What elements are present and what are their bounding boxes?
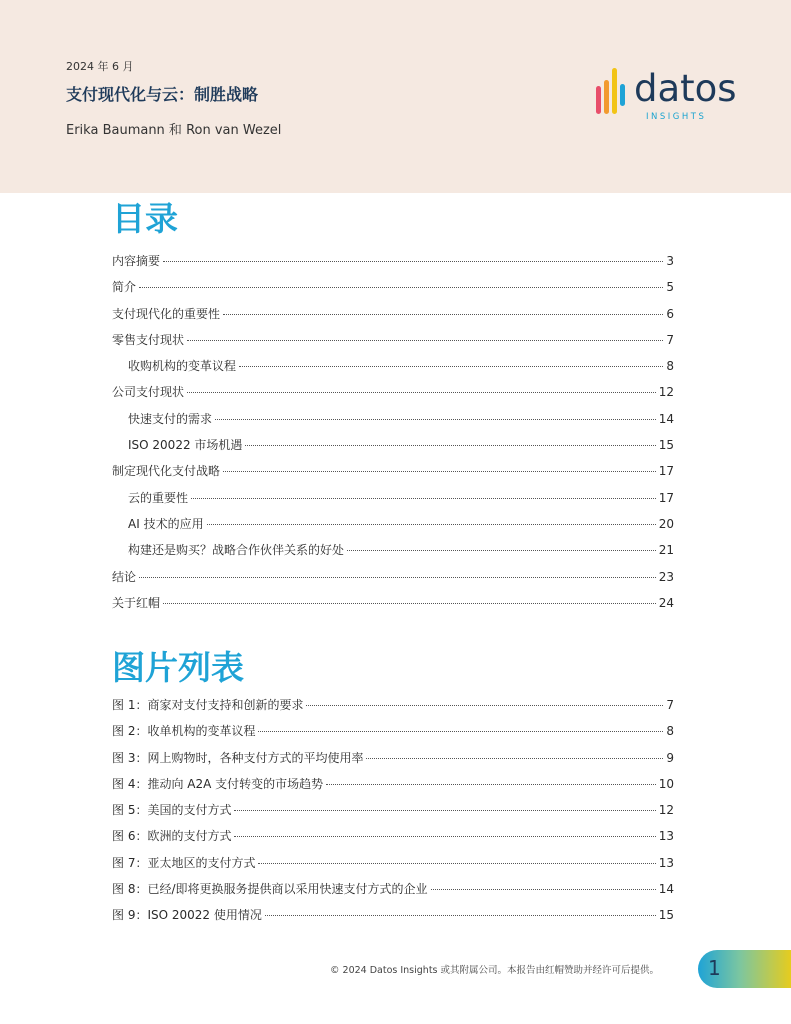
toc-entry[interactable] bbox=[112, 305, 674, 331]
toc-entry[interactable] bbox=[112, 383, 674, 409]
toc-entry-page: 3 bbox=[666, 254, 674, 268]
dot-leader bbox=[234, 810, 655, 811]
toc-entry[interactable] bbox=[112, 696, 674, 722]
dot-leader bbox=[306, 705, 663, 706]
toc-entry-page: 10 bbox=[658, 776, 674, 791]
toc-entry-page: 14 bbox=[658, 882, 674, 897]
dot-leader bbox=[366, 758, 663, 759]
toc-entry-label: AI 技术的应用 bbox=[128, 516, 204, 531]
toc-entry-label: 公司支付现状 bbox=[112, 385, 185, 400]
toc-entry[interactable] bbox=[112, 252, 674, 278]
toc-entry[interactable] bbox=[112, 568, 674, 594]
figure-list-heading: 图片列表 bbox=[112, 648, 244, 687]
toc-entry[interactable] bbox=[112, 722, 674, 748]
toc-entry-label: 图 4：推动向 A2A 支付转变的市场趋势 bbox=[112, 776, 324, 791]
toc-entry-page: 12 bbox=[658, 803, 674, 818]
toc-entry-page: 20 bbox=[658, 516, 674, 531]
toc-entry[interactable] bbox=[112, 827, 674, 853]
toc-entry-page: 7 bbox=[666, 332, 674, 347]
toc-entry-label: 构建还是购买？战略合作伙伴关系的好处 bbox=[128, 543, 345, 558]
toc-entry-page: 13 bbox=[658, 829, 674, 844]
dot-leader bbox=[139, 577, 656, 578]
toc-entry-label: 图 6：欧洲的支付方式 bbox=[112, 829, 232, 844]
toc-entry-page: 8 bbox=[666, 359, 674, 374]
logo-wordmark: datos bbox=[634, 67, 737, 110]
dot-leader bbox=[245, 445, 655, 446]
toc-entry-page: 15 bbox=[658, 438, 674, 453]
dot-leader bbox=[265, 915, 656, 916]
toc-entry-label: ISO 20022 市场机遇 bbox=[128, 438, 243, 453]
dot-leader bbox=[191, 498, 656, 499]
toc-entry[interactable] bbox=[112, 906, 674, 932]
logo-subtitle: INSIGHTS bbox=[646, 112, 707, 122]
toc-entry[interactable] bbox=[112, 278, 674, 304]
toc-entry-page: 8 bbox=[666, 724, 674, 739]
dot-leader bbox=[258, 731, 663, 732]
dot-leader bbox=[347, 550, 656, 551]
toc-entry-page: 17 bbox=[658, 490, 674, 505]
toc-entry-page: 23 bbox=[658, 569, 674, 584]
toc-entry-page: 5 bbox=[666, 280, 674, 295]
dot-leader bbox=[326, 784, 656, 785]
dot-leader bbox=[187, 392, 656, 393]
toc-entry-page: 17 bbox=[658, 464, 674, 479]
toc-entry[interactable] bbox=[112, 489, 674, 515]
toc-entry-label: 图 1：商家对支付支持和创新的要求 bbox=[112, 698, 304, 712]
toc-heading: 目录 bbox=[112, 199, 178, 238]
list-of-figures bbox=[112, 696, 674, 933]
dot-leader bbox=[223, 314, 663, 315]
toc-entry-label: 快速支付的需求 bbox=[128, 411, 213, 426]
report-date: 2024 年 6 月 bbox=[66, 60, 134, 73]
dot-leader bbox=[163, 603, 656, 604]
dot-leader bbox=[163, 261, 663, 262]
toc-entry[interactable] bbox=[112, 749, 674, 775]
toc-entry-page: 7 bbox=[666, 698, 674, 712]
toc-entry-label: 图 2：收单机构的变革议程 bbox=[112, 724, 256, 739]
toc-entry-label: 零售支付现状 bbox=[112, 332, 185, 347]
toc-entry-label: 图 3：网上购物时，各种支付方式的平均使用率 bbox=[112, 750, 364, 765]
dot-leader bbox=[223, 471, 656, 472]
dot-leader bbox=[239, 366, 663, 367]
dot-leader bbox=[187, 340, 663, 341]
datos-insights-logo bbox=[594, 58, 744, 122]
toc-entry-label: 图 9：ISO 20022 使用情况 bbox=[112, 908, 262, 923]
dot-leader bbox=[215, 419, 656, 420]
toc-entry[interactable] bbox=[112, 436, 674, 462]
toc-entry[interactable] bbox=[112, 357, 674, 383]
toc-entry-label: 简介 bbox=[112, 280, 137, 295]
toc-entry-page: 21 bbox=[658, 543, 674, 558]
toc-entry-page: 15 bbox=[658, 908, 674, 923]
toc-entry[interactable] bbox=[112, 775, 674, 801]
dot-leader bbox=[234, 836, 655, 837]
toc-entry-label: 图 8：已经/即将更换服务提供商以采用快速支付方式的企业 bbox=[112, 882, 428, 897]
page-number-badge bbox=[698, 950, 791, 988]
toc-entry-label: 内容摘要 bbox=[112, 254, 161, 268]
toc-entry-label: 图 5：美国的支付方式 bbox=[112, 803, 232, 818]
toc-entry[interactable] bbox=[112, 880, 674, 906]
report-header bbox=[0, 0, 791, 193]
toc-entry[interactable] bbox=[112, 331, 674, 357]
toc-entry[interactable] bbox=[112, 541, 674, 567]
footer-copyright: © 2024 Datos Insights 或其附属公司。本报告由红帽赞助并经许可后提供。 bbox=[330, 965, 660, 976]
toc-entry-label: 图 7：亚太地区的支付方式 bbox=[112, 855, 256, 870]
toc-entry-page: 6 bbox=[666, 306, 674, 321]
dot-leader bbox=[207, 524, 656, 525]
toc-entry[interactable] bbox=[112, 462, 674, 488]
toc-entry-page: 14 bbox=[658, 411, 674, 426]
toc-entry[interactable] bbox=[112, 594, 674, 620]
table-of-contents bbox=[112, 252, 674, 620]
toc-entry-label: 制定现代化支付战略 bbox=[112, 464, 221, 479]
toc-entry-label: 支付现代化的重要性 bbox=[112, 306, 221, 321]
toc-entry-label: 收购机构的变革议程 bbox=[128, 359, 237, 374]
dot-leader bbox=[258, 863, 655, 864]
dot-leader bbox=[431, 889, 656, 890]
page-number: 1 bbox=[708, 956, 721, 980]
toc-entry-page: 9 bbox=[666, 750, 674, 765]
toc-entry[interactable] bbox=[112, 410, 674, 436]
toc-entry-page: 12 bbox=[658, 385, 674, 400]
toc-entry[interactable] bbox=[112, 854, 674, 880]
toc-entry[interactable] bbox=[112, 801, 674, 827]
toc-entry-page: 13 bbox=[658, 855, 674, 870]
toc-entry[interactable] bbox=[112, 515, 674, 541]
toc-entry-label: 结论 bbox=[112, 569, 137, 584]
logo-bars-icon bbox=[594, 58, 634, 122]
dot-leader bbox=[139, 287, 663, 288]
toc-entry-label: 关于红帽 bbox=[112, 595, 161, 610]
toc-entry-label: 云的重要性 bbox=[128, 490, 189, 505]
report-title: 支付现代化与云：制胜战略 bbox=[66, 85, 259, 104]
report-authors: Erika Baumann 和 Ron van Wezel bbox=[66, 123, 282, 138]
toc-entry-page: 24 bbox=[658, 595, 674, 610]
